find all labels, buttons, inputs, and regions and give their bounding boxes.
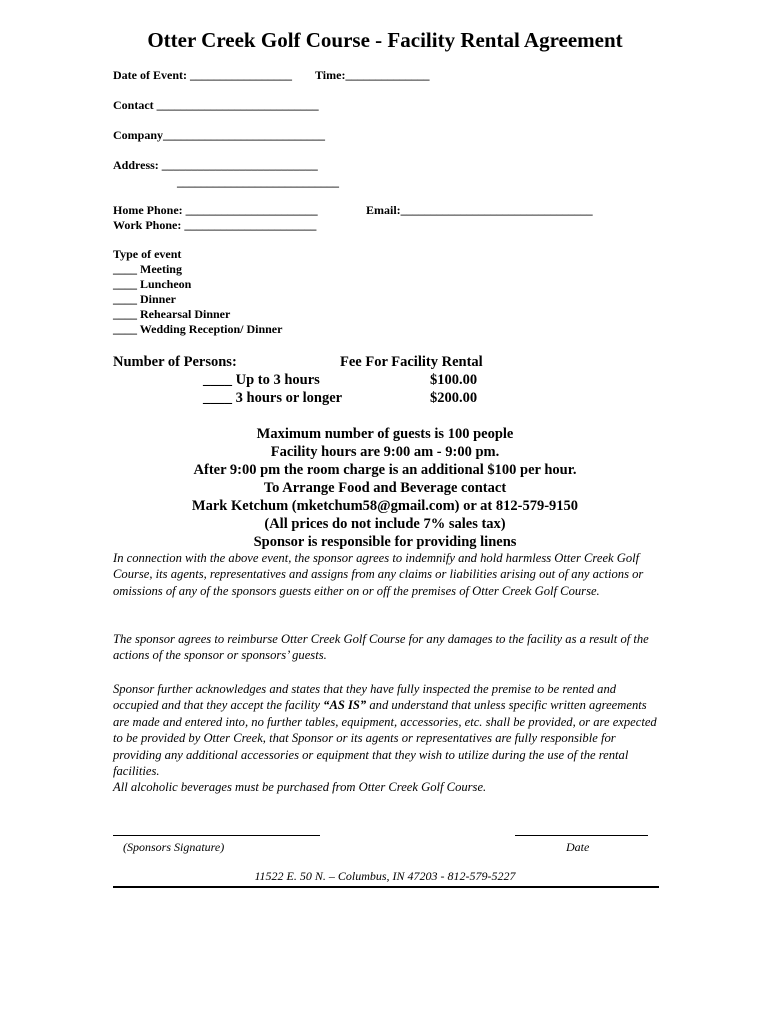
date-signature-line[interactable]	[515, 835, 648, 836]
note-linens: Sponsor is responsible for providing linens	[253, 534, 517, 550]
address-line2-field[interactable]: ___________________________	[177, 175, 339, 189]
note-room-charge: After 9:00 pm the room charge is an additional $100 per hour.	[193, 462, 577, 478]
footer-rule	[113, 886, 659, 888]
sponsor-signature-label: (Sponsors Signature)	[123, 840, 225, 854]
home-phone-field[interactable]: Home Phone: ______________________	[113, 203, 318, 217]
time-field[interactable]: Time:______________	[315, 68, 430, 82]
indemnify-paragraph	[113, 550, 663, 599]
acknowledgement-paragraph	[113, 681, 663, 796]
reimburse-text: The sponsor agrees to reimburse Otter Creek Golf Course for any damages to the facility as a result of the actions of the sponsor or sponsors’ guests.	[113, 632, 649, 663]
ack-part1: Sponsor further acknowledges and states that they have fully inspected the premise to be rented and occupied and that they accept the facility	[113, 682, 617, 713]
sponsor-signature-line[interactable]	[113, 835, 320, 836]
footer-address: 11522 E. 50 N. – Columbus, IN 47203 - 812-579-5227	[254, 869, 516, 883]
option-3-hours-or-longer-price: $200.00	[430, 390, 478, 406]
note-max-guests: Maximum number of guests is 100 people	[256, 426, 514, 442]
event-type-wedding-reception[interactable]: ____ Wedding Reception/ Dinner	[113, 322, 283, 336]
contact-field[interactable]: Contact ___________________________	[113, 98, 319, 112]
email-field[interactable]: Email:________________________________	[366, 203, 593, 217]
as-is-text: “AS IS”	[323, 698, 367, 713]
date-of-event-field[interactable]: Date of Event: _________________	[113, 68, 292, 82]
page-title: Otter Creek Golf Course - Facility Rental Agreement	[147, 28, 623, 52]
event-type-dinner[interactable]: ____ Dinner	[113, 292, 176, 306]
ack-part2: and understand that unless specific written agreements are made and entered into, no further tables, equipment, accessories, etc. shall be provided, or are expected to be provided by Otter Creek, that Sponsor or its agents or representatives are fully responsible for providing any additional accessories or equipment that they wish to utilize during the use of the rental facilities.	[113, 698, 657, 779]
indemnify-text: In connection with the above event, the sponsor agrees to indemnify and hold harmless Otter Creek Golf Course, its agents, representatives and assigns from any claims or liabilities arising out of any actions or omissions of any of the sponsors guests either on or off the premises of Otter Creek Golf Course.	[113, 551, 644, 598]
note-food-contact: To Arrange Food and Beverage contact	[263, 480, 507, 496]
option-up-to-3-hours[interactable]: ____ Up to 3 hours	[203, 372, 320, 388]
event-type-meeting[interactable]: ____ Meeting	[113, 262, 182, 276]
address-field[interactable]: Address: __________________________	[113, 158, 318, 172]
note-facility-hours: Facility hours are 9:00 am - 9:00 pm.	[270, 444, 500, 460]
fee-heading: Fee For Facility Rental	[340, 354, 483, 370]
reimburse-paragraph	[113, 631, 663, 664]
note-sales-tax: (All prices do not include 7% sales tax)	[264, 516, 506, 532]
work-phone-field[interactable]: Work Phone: ______________________	[113, 218, 317, 232]
event-type-luncheon[interactable]: ____ Luncheon	[113, 277, 192, 291]
option-3-hours-or-longer[interactable]: ____ 3 hours or longer	[203, 390, 343, 406]
date-label: Date	[566, 840, 590, 854]
event-type-rehearsal-dinner[interactable]: ____ Rehearsal Dinner	[113, 307, 231, 321]
number-of-persons-label: Number of Persons:	[113, 354, 237, 370]
event-type-heading: Type of event	[113, 247, 182, 261]
acknowledgement-text	[113, 681, 663, 779]
alcohol-text: All alcoholic beverages must be purchased from Otter Creek Golf Course.	[113, 780, 487, 795]
company-field[interactable]: Company___________________________	[113, 128, 326, 142]
note-contact-person: Mark Ketchum (mketchum58@gmail.com) or at 812-579-9150	[191, 498, 579, 514]
option-up-to-3-hours-price: $100.00	[430, 372, 478, 388]
